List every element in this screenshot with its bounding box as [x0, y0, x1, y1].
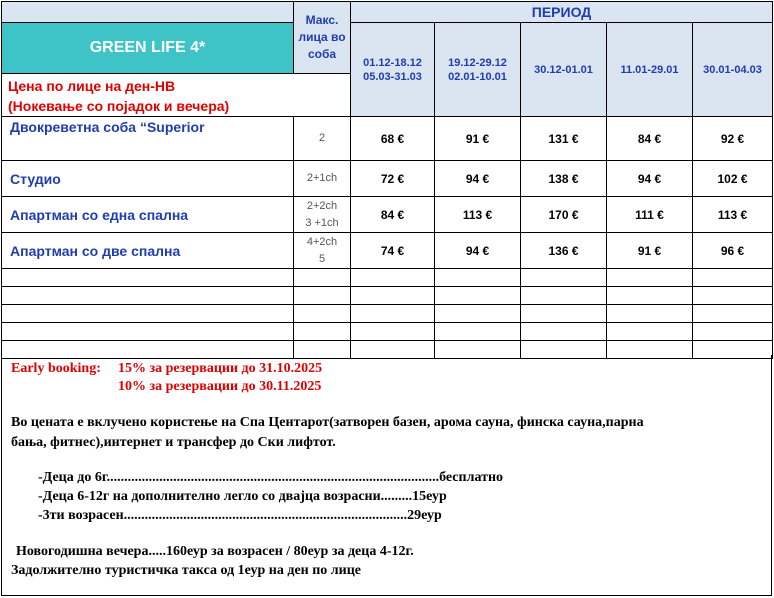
period-date: 05.03-31.03 [363, 70, 422, 83]
price-cell: 111 € [607, 197, 693, 233]
room-capacity: 2 [294, 117, 351, 161]
new-year-dinner: Новогодишна вечера.....160еур за возрасен / 80еур за деца 4-12г. [16, 544, 414, 559]
adult-price-line: -3ти возрасен.................................................................................29еур [38, 508, 442, 523]
price-note-line2: (Нокевање со појадок и вечера) [8, 98, 230, 114]
early-booking-line-2: 10% за резервации до 30.11.2025 [118, 379, 322, 394]
price-cell: 96 € [693, 233, 773, 269]
price-cell: 138 € [521, 161, 607, 197]
tourist-tax: Задолжително туристичка такса од 1еур на ден по лице [11, 563, 361, 578]
price-cell: 170 € [521, 197, 607, 233]
period-col-3: 30.12-01.01 [521, 23, 607, 117]
price-note [2, 74, 351, 117]
period-col-1 [351, 23, 435, 117]
price-cell: 91 € [435, 117, 521, 161]
child-price-line: -Деца до 6г...............................................................................................бесплатно [38, 470, 504, 485]
price-cell: 91 € [607, 233, 693, 269]
price-cell: 74 € [351, 233, 435, 269]
header-blank-cell [2, 2, 294, 23]
capacity-line: 3 +1ch [305, 216, 339, 229]
price-cell: 113 € [435, 197, 521, 233]
price-cell: 92 € [693, 117, 773, 161]
included-text-line-2: бања, фитнес),интернет и трансфер до Ски лифтот. [11, 435, 336, 450]
table-row [2, 117, 773, 161]
empty-row [2, 305, 773, 323]
capacity-line: 2+2ch [306, 199, 338, 212]
period-date: 02.01-10.01 [448, 70, 507, 83]
early-booking-line-1: 15% за резервации до 31.10.2025 [118, 361, 323, 376]
room-name: Студио [2, 161, 294, 197]
period-col-4: 11.01-29.01 [607, 23, 693, 117]
table-row [2, 233, 773, 269]
empty-row [2, 323, 773, 341]
early-booking-label: Early booking: [11, 361, 101, 376]
table-row [2, 161, 773, 197]
room-capacity [294, 197, 351, 233]
period-date: 01.12-18.12 [363, 56, 422, 69]
price-cell: 72 € [351, 161, 435, 197]
room-name: Апартман со две спална [2, 233, 294, 269]
price-cell: 94 € [435, 233, 521, 269]
price-note-line1: Цена по лице на ден-НВ [8, 78, 176, 94]
empty-row [2, 269, 773, 287]
price-cell: 94 € [607, 161, 693, 197]
child-price-line: -Деца 6-12г на дополнително легло со дваjца возрасни.........15еур [38, 489, 447, 504]
price-cell: 84 € [351, 197, 435, 233]
room-capacity [294, 233, 351, 269]
price-cell: 84 € [607, 117, 693, 161]
room-capacity: 2+1ch [294, 161, 351, 197]
period-date: 19.12-29.12 [448, 56, 507, 69]
price-cell: 94 € [435, 161, 521, 197]
capacity-line: 5 [318, 252, 326, 265]
period-header: ПЕРИОД [351, 2, 773, 23]
included-text-line-1: Во цената е вклучено користење на Спа Центарот(затворен базен, арома сауна, финска сауна,парна [11, 415, 644, 430]
table-row [2, 197, 773, 233]
period-col-2 [435, 23, 521, 117]
hotel-name: GREEN LIFE 4* [2, 23, 294, 74]
price-cell: 102 € [693, 161, 773, 197]
period-col-5: 30.01-04.03 [693, 23, 773, 117]
price-cell: 136 € [521, 233, 607, 269]
notes-section [1, 355, 772, 596]
price-table [1, 1, 773, 359]
price-cell: 68 € [351, 117, 435, 161]
capacity-line: 4+2ch [306, 235, 338, 248]
price-cell: 113 € [693, 197, 773, 233]
max-persons-header: Макс. лица во соба [294, 2, 351, 74]
room-name: Апартман со една спална [2, 197, 294, 233]
room-name: Двокреветна соба “Superior [2, 117, 294, 161]
empty-row [2, 287, 773, 305]
price-cell: 131 € [521, 117, 607, 161]
